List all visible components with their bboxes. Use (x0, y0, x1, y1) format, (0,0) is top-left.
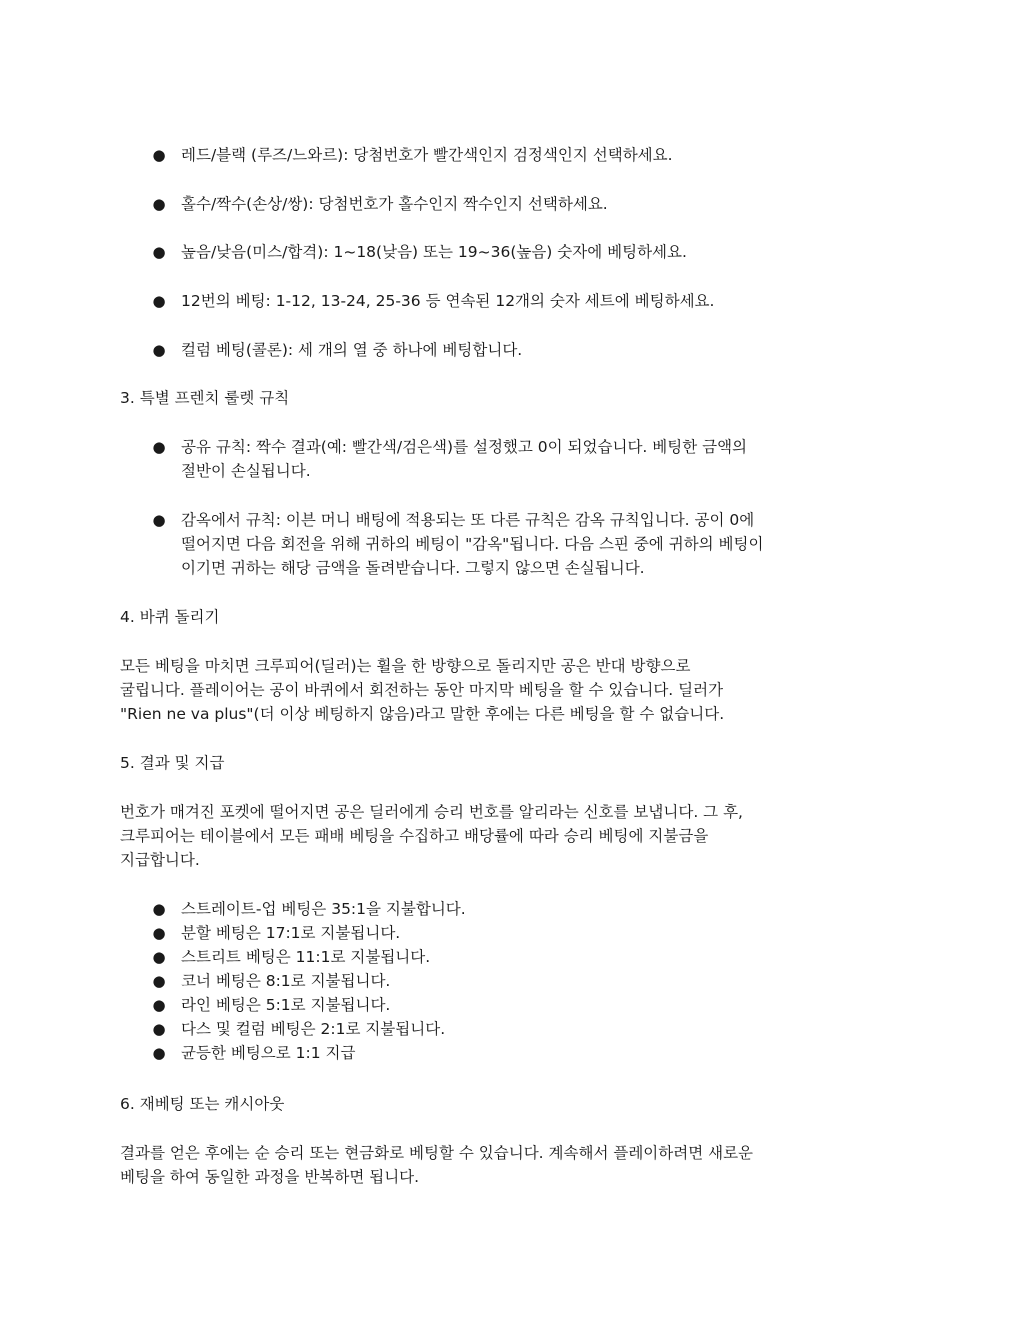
list-item-text (181, 435, 911, 483)
bullet-dot-icon: ● (152, 243, 166, 261)
text-line: 감옥에서 규칙: 이븐 머니 배팅에 적용되는 또 다른 규칙은 감옥 규칙입니다. 공이 0에 (181, 511, 755, 529)
bullet-dot-icon: ● (152, 341, 166, 359)
text-line: 공유 규칙: 짝수 결과(예: 빨간색/검은색)를 설정했고 0이 되었습니다. 베팅한 금액의 (181, 438, 748, 456)
list-item-text: 스트리트 베팅은 11:1로 지불됩니다. (181, 948, 431, 966)
bullet-dot-icon: ● (152, 900, 166, 918)
text-line: 모든 베팅을 마치면 크루피어(딜러)는 휠을 한 방향으로 돌리지만 공은 반대 방향으로 (120, 657, 691, 675)
list-item-text: 홀수/짝수(손상/쌍): 당첨번호가 홀수인지 짝수인지 선택하세요. (181, 195, 608, 213)
text-line: "Rien ne va plus"(더 이상 베팅하지 않음)라고 말한 후에는 다른 베팅을 할 수 없습니다. (120, 705, 725, 723)
text-line: 번호가 매겨진 포켓에 떨어지면 공은 딜러에게 승리 번호를 알리라는 신호를 보냅니다. 그 후, (120, 803, 743, 821)
bullet-dot-icon: ● (152, 292, 166, 310)
list-item-text: 균등한 베팅으로 1:1 지급 (181, 1044, 356, 1062)
text-line: 지급합니다. (120, 851, 200, 869)
bullet-dot-icon: ● (152, 924, 166, 942)
list-item-text: 라인 베팅은 5:1로 지불됩니다. (181, 996, 391, 1014)
section-heading: 3. 특별 프렌치 룰렛 규칙 (120, 389, 290, 407)
bullet-dot-icon: ● (152, 972, 166, 990)
bullet-dot-icon: ● (152, 146, 166, 164)
bullet-dot-icon: ● (152, 996, 166, 1014)
list-item-text: 레드/블랙 (루즈/느와르): 당첨번호가 빨간색인지 검정색인지 선택하세요. (181, 146, 673, 164)
section-heading: 5. 결과 및 지급 (120, 754, 225, 772)
bullet-dot-icon: ● (152, 1020, 166, 1038)
bullet-dot-icon: ● (152, 438, 166, 456)
text-line: 이기면 귀하는 해당 금액을 돌려받습니다. 그렇지 않으면 손실됩니다. (181, 559, 645, 577)
text-line: 크루피어는 테이블에서 모든 패배 베팅을 수집하고 배당률에 따라 승리 베팅에 지불금을 (120, 827, 709, 845)
text-line: 굴립니다. 플레이어는 공이 바퀴에서 회전하는 동안 마지막 베팅을 할 수 있습니다. 딜러가 (120, 681, 724, 699)
list-item-text: 분할 베팅은 17:1로 지불됩니다. (181, 924, 401, 942)
list-item-text: 다스 및 컬럼 베팅은 2:1로 지불됩니다. (181, 1020, 446, 1038)
list-item-text (181, 508, 911, 580)
text-line: 절반이 손실됩니다. (181, 462, 311, 480)
list-item-text: 코너 베팅은 8:1로 지불됩니다. (181, 972, 391, 990)
text-line: 떨어지면 다음 회전을 위해 귀하의 베팅이 "감옥"됩니다. 다음 스핀 중에 귀하의 베팅이 (181, 535, 764, 553)
paragraph (120, 1141, 910, 1189)
bullet-dot-icon: ● (152, 511, 166, 529)
paragraph (120, 800, 910, 872)
list-item-text: 높음/낮음(미스/합격): 1~18(낮음) 또는 19~36(높음) 숫자에 베팅하세요. (181, 243, 687, 261)
list-item-text: 컬럼 베팅(콜론): 세 개의 열 중 하나에 베팅합니다. (181, 341, 523, 359)
section-heading: 4. 바퀴 돌리기 (120, 608, 220, 626)
bullet-dot-icon: ● (152, 948, 166, 966)
bullet-dot-icon: ● (152, 195, 166, 213)
paragraph (120, 654, 910, 726)
bullet-dot-icon: ● (152, 1044, 166, 1062)
list-item-text: 스트레이트-업 베팅은 35:1을 지불합니다. (181, 900, 466, 918)
section-heading: 6. 재베팅 또는 캐시아웃 (120, 1095, 285, 1113)
list-item-text: 12번의 베팅: 1-12, 13-24, 25-36 등 연속된 12개의 숫자 세트에 베팅하세요. (181, 292, 715, 310)
text-line: 베팅을 하여 동일한 과정을 반복하면 됩니다. (120, 1168, 420, 1186)
text-line: 결과를 얻은 후에는 순 승리 또는 현금화로 베팅할 수 있습니다. 계속해서 플레이하려면 새로운 (120, 1144, 754, 1162)
